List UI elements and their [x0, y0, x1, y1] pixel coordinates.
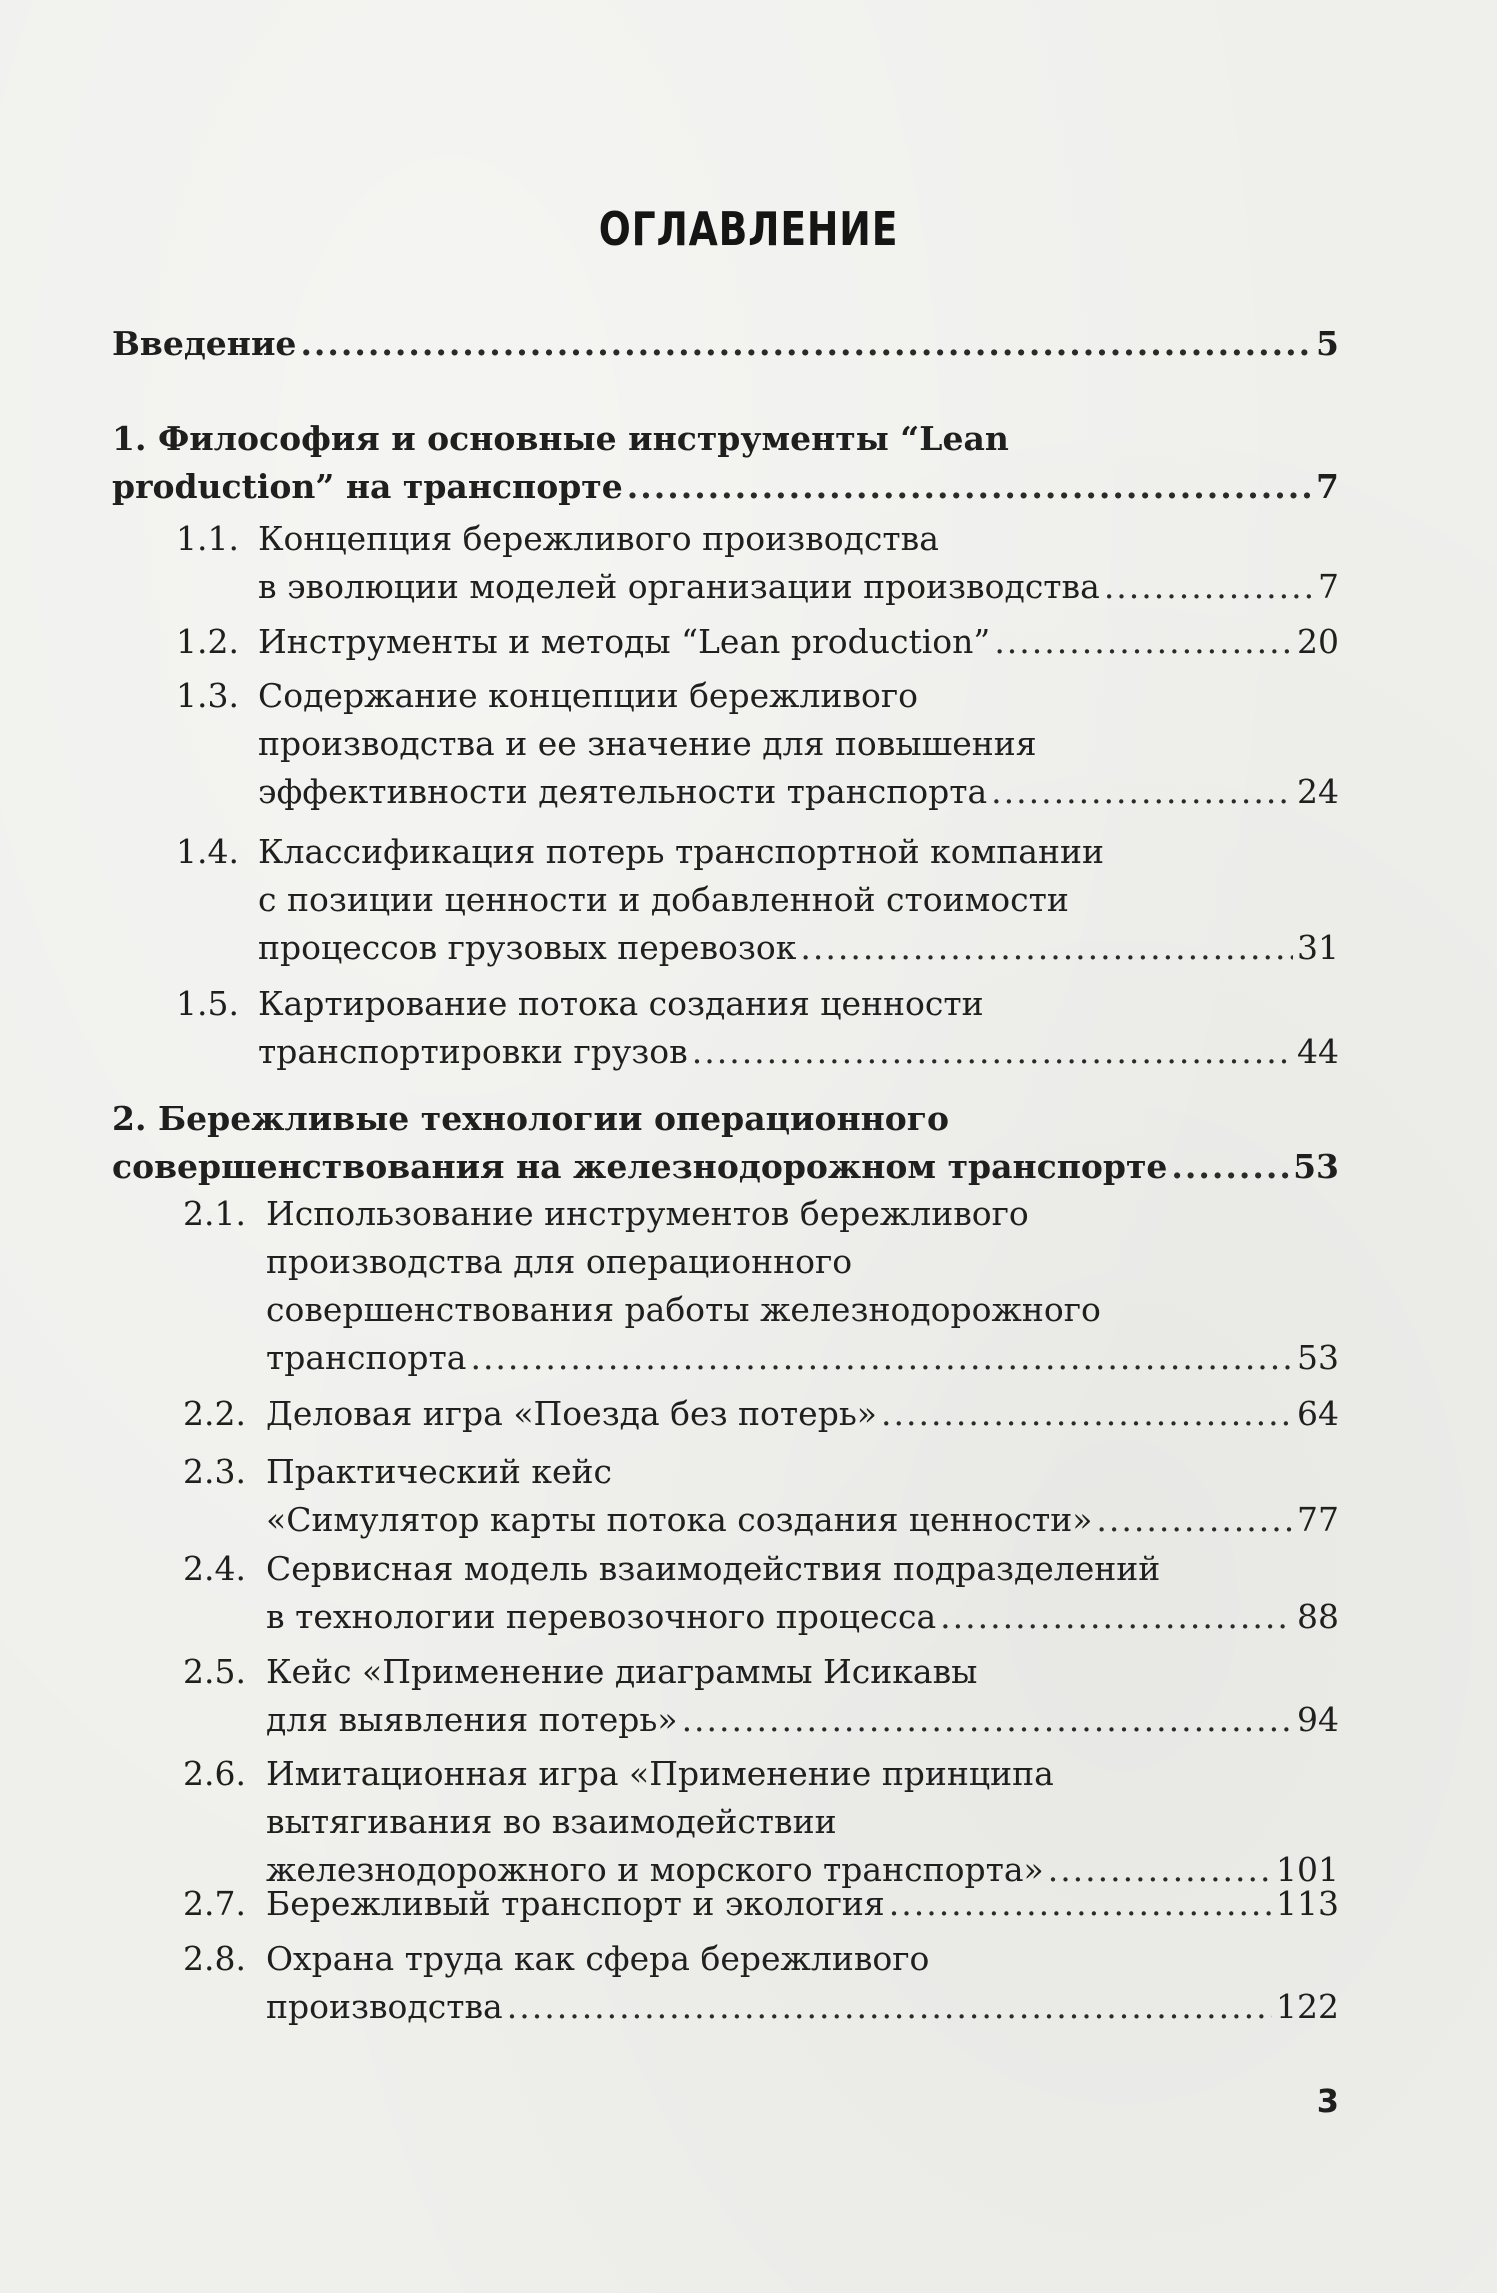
toc-entry-final-line: [266, 1390, 1339, 1438]
toc-entry-text-line: Концепция бережливого производства: [258, 519, 939, 558]
toc-entry-final-line: [266, 1334, 1339, 1382]
toc-entry-text: Деловая игра «Поезда без потерь»: [266, 1394, 877, 1433]
toc-entry-text: транспортировки грузов: [258, 1032, 688, 1071]
toc-entry-text: совершенствования на железнодорожном транспорте: [112, 1147, 1168, 1186]
toc-entry-text: производства: [266, 1987, 503, 2026]
toc-dot-leader: [300, 320, 1312, 368]
toc-section-number: 2.1.: [183, 1194, 246, 1233]
toc-entry-final-line: [258, 924, 1339, 972]
toc-page-number: 53: [1293, 1147, 1339, 1186]
toc-section-number: 1.3.: [176, 676, 239, 715]
toc-dot-leader: [507, 1983, 1272, 2031]
toc-section-number: 2.3.: [183, 1452, 246, 1491]
toc-entry-final-line: [266, 1880, 1339, 1928]
toc-chapter-entry: [112, 1095, 1339, 1191]
toc-dot-leader: [692, 1028, 1293, 1076]
toc-dot-leader: [889, 1880, 1272, 1928]
toc-section-number: 2.2.: [183, 1394, 246, 1433]
toc-page-number: 94: [1297, 1700, 1339, 1739]
toc-entry-final-line: [266, 1983, 1339, 2031]
page-title: ОГЛАВЛЕНИЕ: [598, 202, 899, 256]
toc-dot-leader: [470, 1334, 1293, 1382]
toc-entry-final-line: [258, 1028, 1339, 1076]
toc-entry-final-line: [258, 618, 1339, 666]
toc-section-number: 2.6.: [183, 1754, 246, 1793]
toc-entry-text: в эволюции моделей организации производства: [258, 567, 1100, 606]
toc-section-number: 1.2.: [176, 622, 239, 661]
toc-entry-text: транспорта: [266, 1338, 467, 1377]
toc-section-entry: [176, 828, 1339, 972]
toc-entry-final-line: [266, 1496, 1339, 1544]
toc-page-number: 44: [1297, 1032, 1339, 1071]
toc-section-number: 2.4.: [183, 1549, 246, 1588]
toc-entry-text-line: совершенствования работы железнодорожного: [266, 1290, 1101, 1329]
toc-page-number: 77: [1297, 1500, 1339, 1539]
page-number: 3: [1316, 2082, 1339, 2120]
toc-entry-text: Инструменты и методы “Lean production”: [258, 622, 991, 661]
toc-dot-leader: [1104, 563, 1314, 611]
toc-section-entry: [183, 1750, 1339, 1894]
toc-page-number: 31: [1297, 928, 1339, 967]
toc-page-number: 7: [1316, 467, 1339, 506]
toc-entry-text: процессов грузовых перевозок: [258, 928, 797, 967]
toc-dot-leader: [994, 618, 1293, 666]
toc-section-number: 1.4.: [176, 832, 239, 871]
toc-section-entry: [176, 618, 1339, 666]
toc-entry-text: production” на транспорте: [112, 467, 623, 506]
toc-section-entry: [183, 1935, 1339, 2031]
toc-entry-text: для выявления потерь»: [266, 1700, 678, 1739]
toc-page-number: 64: [1297, 1394, 1339, 1433]
toc-section-entry: [183, 1545, 1339, 1641]
toc-dot-leader: [940, 1593, 1293, 1641]
toc-section-number: 2.7.: [183, 1884, 246, 1923]
toc-entry-text: железнодорожного и морского транспорта»: [266, 1850, 1044, 1889]
toc-entry-final-line: [112, 320, 1339, 368]
toc-entry-final-line: [112, 463, 1339, 511]
toc-section-entry: [183, 1880, 1339, 1928]
toc-entry-text-line: производства для операционного: [266, 1242, 853, 1281]
toc-page-number: 7: [1318, 567, 1339, 606]
toc-dot-leader: [1171, 1143, 1289, 1191]
toc-entry-final-line: [258, 563, 1339, 611]
toc-page-number: 88: [1297, 1597, 1339, 1636]
toc-section-entry: [176, 980, 1339, 1076]
toc-page-number: 20: [1297, 622, 1339, 661]
toc-dot-leader: [627, 463, 1312, 511]
toc-entry-text-line: Кейс «Применение диаграммы Исикавы: [266, 1652, 978, 1691]
toc-page-number: 113: [1276, 1884, 1339, 1923]
toc-section-number: 1.5.: [176, 984, 239, 1023]
toc-dot-leader: [881, 1390, 1293, 1438]
toc-entry-text-line: 2. Бережливые технологии операционного: [112, 1099, 950, 1138]
toc-entry-text-line: Охрана труда как сфера бережливого: [266, 1939, 930, 1978]
toc-section-entry: [183, 1448, 1339, 1544]
toc-entry-text: эффективности деятельности транспорта: [258, 772, 988, 811]
toc-entry-text-line: 1. Философия и основные инструменты “Lean: [112, 419, 1009, 458]
toc-chapter-entry: [112, 320, 1339, 368]
toc-section-number: 1.1.: [176, 519, 239, 558]
toc-entry-text-line: Практический кейс: [266, 1452, 613, 1491]
toc-entry-text-line: с позиции ценности и добавленной стоимости: [258, 880, 1069, 919]
toc-entry-text-line: Классификация потерь транспортной компании: [258, 832, 1104, 871]
toc-entry-final-line: [112, 1143, 1339, 1191]
toc-section-entry: [183, 1648, 1339, 1744]
toc-page-number: 24: [1297, 772, 1339, 811]
toc-entry-text: в технологии перевозочного процесса: [266, 1597, 937, 1636]
toc-entry-text-line: Использование инструментов бережливого: [266, 1194, 1029, 1233]
toc-section-entry: [176, 515, 1339, 611]
toc-entry-final-line: [266, 1696, 1339, 1744]
toc-chapter-entry: [112, 415, 1339, 511]
toc-dot-leader: [1096, 1496, 1293, 1544]
toc-dot-leader: [991, 768, 1293, 816]
toc-entry-text-line: производства и ее значение для повышения: [258, 724, 1037, 763]
toc-section-number: 2.5.: [183, 1652, 246, 1691]
toc-page-number: 53: [1297, 1338, 1339, 1377]
toc-entry-text-line: вытягивания во взаимодействии: [266, 1802, 837, 1841]
toc-section-entry: [183, 1190, 1339, 1382]
toc-entry-final-line: [258, 768, 1339, 816]
toc-dot-leader: [682, 1696, 1293, 1744]
toc-entry-text: «Симулятор карты потока создания ценности»: [266, 1500, 1093, 1539]
toc-entry-text-line: Имитационная игра «Применение принципа: [266, 1754, 1054, 1793]
toc-page-number: 5: [1316, 324, 1339, 363]
toc-entry-text: Бережливый транспорт и экология: [266, 1884, 885, 1923]
toc-section-number: 2.8.: [183, 1939, 246, 1978]
toc-entry-final-line: [266, 1593, 1339, 1641]
toc-page-number: 122: [1276, 1987, 1339, 2026]
toc-entry-text-line: Сервисная модель взаимодействия подразделений: [266, 1549, 1161, 1588]
toc-dot-leader: [800, 924, 1293, 972]
toc-page-number: 101: [1276, 1850, 1339, 1889]
toc-entry-text-line: Картирование потока создания ценности: [258, 984, 984, 1023]
toc-entry-text-line: Содержание концепции бережливого: [258, 676, 919, 715]
toc-section-entry: [176, 672, 1339, 816]
toc-section-entry: [183, 1390, 1339, 1438]
toc-entry-text: Введение: [112, 324, 297, 363]
